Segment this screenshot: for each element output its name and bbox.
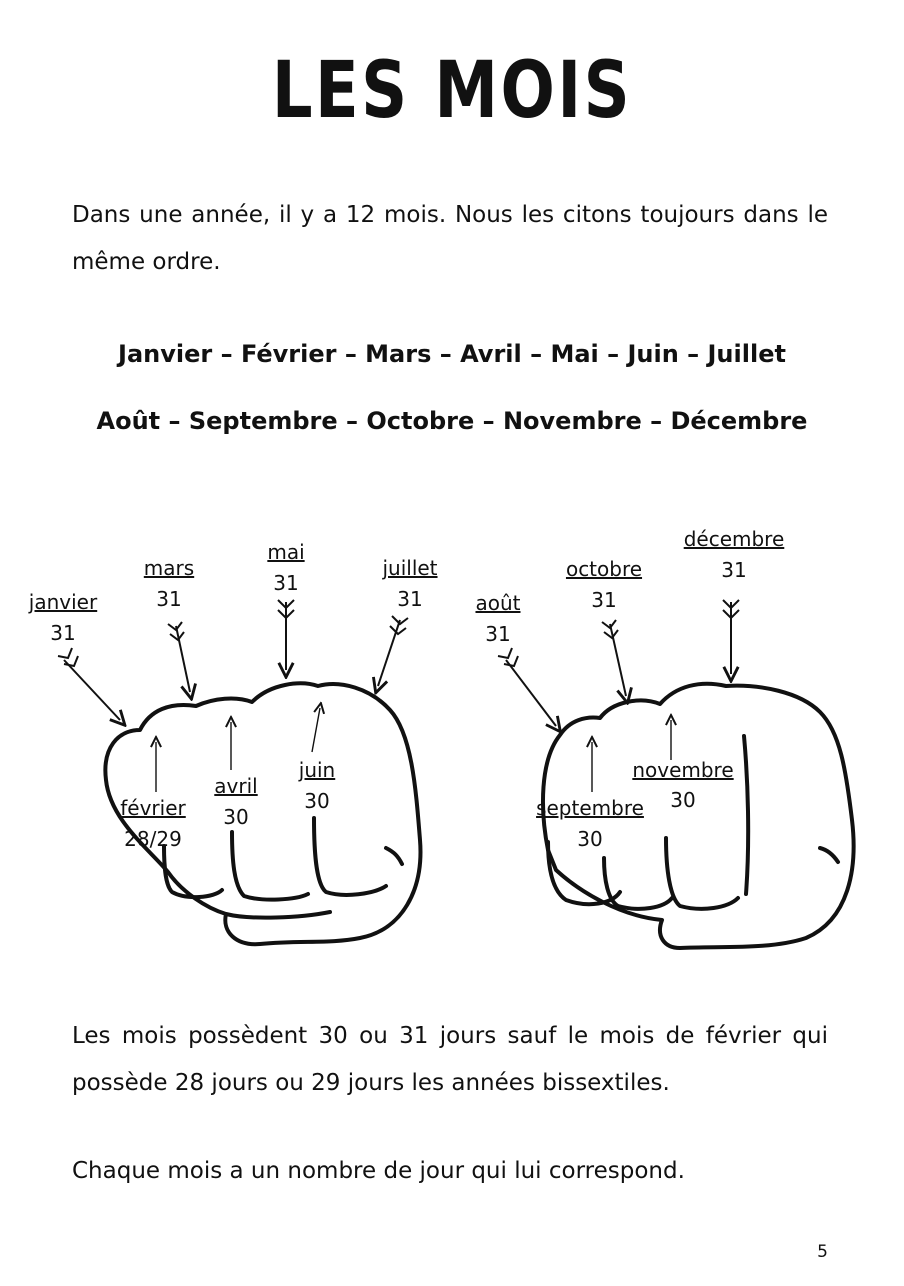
month-label-avril: avril <box>214 774 258 798</box>
month-label-fevrier: février <box>120 796 186 820</box>
months-line-1: Janvier – Février – Mars – Avril – Mai – Juin – Juillet <box>118 340 786 368</box>
month-label-janvier: janvier <box>28 590 98 614</box>
days-janvier: 31 <box>50 621 76 645</box>
days-mars: 31 <box>156 587 182 611</box>
month-label-juillet: juillet <box>382 556 438 580</box>
month-label-aout: août <box>475 591 521 615</box>
months-line-2: Août – Septembre – Octobre – Novembre – Décembre <box>96 407 808 435</box>
page-number: 5 <box>817 1242 828 1262</box>
closing-paragraph: Chaque mois a un nombre de jour qui lui correspond. <box>72 1158 685 1184</box>
month-label-octobre: octobre <box>565 557 643 581</box>
days-aout: 31 <box>485 622 511 646</box>
month-label-mai: mai <box>267 540 305 564</box>
days-fevrier: 28/29 <box>124 827 182 851</box>
month-label-mars: mars <box>143 556 195 580</box>
days-novembre: 30 <box>670 788 696 812</box>
month-label-novembre: novembre <box>632 758 734 782</box>
knuckle-figure <box>0 520 904 970</box>
days-septembre: 30 <box>577 827 603 851</box>
month-label-septembre: septembre <box>536 796 644 820</box>
days-avril: 30 <box>223 805 249 829</box>
month-label-decembre: décembre <box>683 527 785 551</box>
days-mai: 31 <box>273 571 299 595</box>
rule-paragraph: Les mois possèdent 30 ou 31 jours sauf le mois de février qui possède 28 jours ou 29 jours les années bissextiles. <box>72 1023 828 1096</box>
days-juin: 30 <box>304 789 330 813</box>
days-octobre: 31 <box>591 588 617 612</box>
days-juillet: 31 <box>397 587 423 611</box>
intro-paragraph: Dans une année, il y a 12 mois. Nous les citons toujours dans le même ordre. <box>72 202 828 275</box>
month-label-juin: juin <box>298 758 336 782</box>
days-decembre: 31 <box>721 558 747 582</box>
page-title: LES MOIS <box>271 46 633 136</box>
